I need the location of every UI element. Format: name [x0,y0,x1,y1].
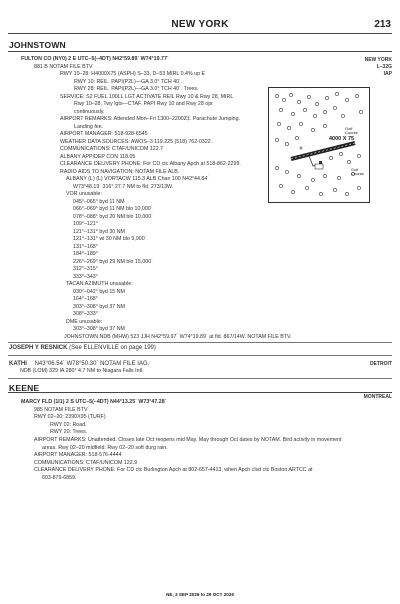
entry-line: AIRPORT REMARKS: Unattended. Closes late Oct reopens mid May. May through Oct dates by NOTAM. Bird activity in movement [34,437,342,443]
city-johnstown: JOHNSTOWN [9,40,66,50]
entry-line: 603-879-6859. [42,475,77,481]
page-number: 213 [374,19,391,30]
entry-line: 131°–168° [73,243,98,250]
city-rule-johnstown [8,51,392,52]
chart-ref-ny: NEW YORK [364,57,392,63]
entry-line: VOR unusable: [66,191,102,197]
entry-line: ALBANY APP/DEP CON 118.05 [60,153,136,160]
entry-line: RADIO AIDS TO NAVIGATION: NOTAM FILE ALB. [60,168,180,175]
entry-line: COMMUNICATIONS: CTAF/UNICOM 122.7 [60,146,164,152]
entry-line: 333°–343° [73,273,98,280]
resnick-name: JOSEPH Y RESNICK [9,345,68,351]
kathi-entry [9,360,149,368]
entry-line: 045°–065° byd 11 NM [73,198,125,205]
entry-line: DME unusable: [66,318,103,325]
entry-line: 308°–333° [73,311,98,317]
kathi-name: KATHI [9,361,27,367]
resnick-entry [9,344,156,352]
entry-line: RWY 20: Trees. [50,429,88,436]
entry-line: continuously. [74,108,105,115]
kathi-chart-ref: DETROIT [370,361,392,367]
city-rule-keene [8,392,392,393]
entry-line: COMMUNICATIONS: CTAF/UNICOM 122.9 [34,459,138,466]
header-rule [8,33,392,34]
entry-line: RWY 28: REIL. PAPI(P2L)—GA 3.0° TCH 40´. Trees. [74,86,199,92]
chart-ref-l32g: L–32G [376,64,392,70]
entry-line: ALBANY (L) (L) VORTACW 115.3 ALB Chan 100 N42°44.84´ [66,176,210,182]
entry-line: 109°–121° [73,221,98,227]
entry-line: 312°–315° [73,266,98,272]
page-footer: NE, 3 SEP 2026 to 29 OCT 2026 [166,592,234,597]
entry-line: AIRPORT MANAGER: 518-928-6545 [60,131,148,137]
kathi-line1: N43°06.54´ W78°50.30´ NOTAM FILE IAG. [34,361,150,367]
page-header [0,0,400,40]
kathi-line2: NDB (LOM) 329 IA 280° 4.7 NM to Niagara Falls Intl. [20,368,144,374]
entry-line: RWY 02–20: 2390X95 (TURF) [34,414,106,421]
entry-line: FULTON CO (NY0) 2 E UTC–5(–4DT) N42°59.89´ W74°19.77´ [21,56,169,62]
golf-course-label-1: Golf [345,126,353,131]
entry-line: AIRPORT REMARKS: Attended Mon–Fri 1300–2200Z‡. Parachute Jumping. [60,116,240,122]
entry-line: JOHNSTOWN NDB (MHW) 523 JJH N42°59.97´ W74°19.89´ at fld. 867/14W. NOTAM FILE BTV. [64,333,292,340]
entry-line: 303°–308° byd 37 NM [73,303,125,310]
entry-line: 184°–189° [73,251,98,257]
separator-3 [8,378,392,379]
runway-dimension-label: 4000 X 75 [329,136,355,142]
entry-line: CLEARANCE DELIVERY PHONE: For CD ctc Burlington Apch at 802-657-4413, when Apch clsd ctc Boston ARTCC at [34,467,313,474]
runway-10-28 [291,143,355,159]
chart-ref-iap: IAP [383,71,392,77]
svg-text:Course: Course [345,130,358,135]
entry-line: 066°–069° byd 11 NM blo 10,000´ [73,206,153,212]
airport-diagram [268,87,370,203]
entry-line: RWY 10–28: H4000X75 (ASPH) S–33, D–53 MIRL 0.4% up E [60,71,206,77]
entry-line: 985 NOTAM FILE BTV [34,406,88,413]
state-title: NEW YORK [171,19,229,30]
entry-line: 078°–088° byd 20 NM blo 10,000´ [73,213,153,220]
entry-line: 226°–269° byd 29 NM blo 15,000´ [73,258,153,265]
entry-line: TACAN AZIMUTH unusable: [66,281,133,287]
airport-diagram-svg [269,88,369,202]
golf-course-label-2: Golf [351,167,359,172]
entry-line: 164°–168° [73,296,98,302]
entry-line: areas. Rwy 02–20 midfield. Rwy 02–20 soft durg rain. [42,444,168,451]
entry-line: SERVICE: S2 FUEL 100LL LGT ACTIVATE REIL Rwy 10 & Rwy 28, MIRL [60,93,234,100]
resnick-ref: (See ELLENVILLE on page 199) [69,345,156,351]
separator-2 [8,355,392,356]
entry-line: Landing fee. [74,123,104,130]
entry-line: WEATHER DATA SOURCES: AWOS–3 119.225 (518) 762-0322. [60,138,213,145]
city-keene: KEENE [9,383,40,393]
entry-line: 121°–131° wi 30 NM blo 9,900´ [73,236,147,242]
entry-line: RWY 10: REIL. PAPI(P2L)—GA 3.0° TCH 40´. [74,78,183,85]
entry-line: 881 B NOTAM FILE BTV [34,63,93,70]
entry-line: MARCY FLD (1I1) 2 S UTC–5(–4DT) N44°13.25´ W73°47.28´ [21,399,167,405]
entry-line: AIRPORT MANAGER: 518-576-4444 [34,452,122,459]
separator-1 [8,342,392,343]
keene-chart-ref: MONTREAL [363,394,392,400]
entry-line: CLEARANCE DELIVERY PHONE: For CD ctc Albany Apch at 518-862-2299. [60,161,241,167]
entry-line: RWY 02: Road. [50,421,87,428]
entry-line: 303°–308° byd 37 NM [73,326,125,332]
entry-line: W73°48.19´ 316° 27.7 NM to fld. 273/13W. [73,183,174,190]
entry-line: 121°–131° byd 30 NM [73,228,125,235]
entry-line: Rwy 10–28, Twy lgts—CTAF. PAPI Rwy 10 and Rwy 28 opr [74,101,213,107]
svg-text:Course: Course [351,171,364,176]
entry-line: 030°–042° byd 15 NM [73,288,125,295]
